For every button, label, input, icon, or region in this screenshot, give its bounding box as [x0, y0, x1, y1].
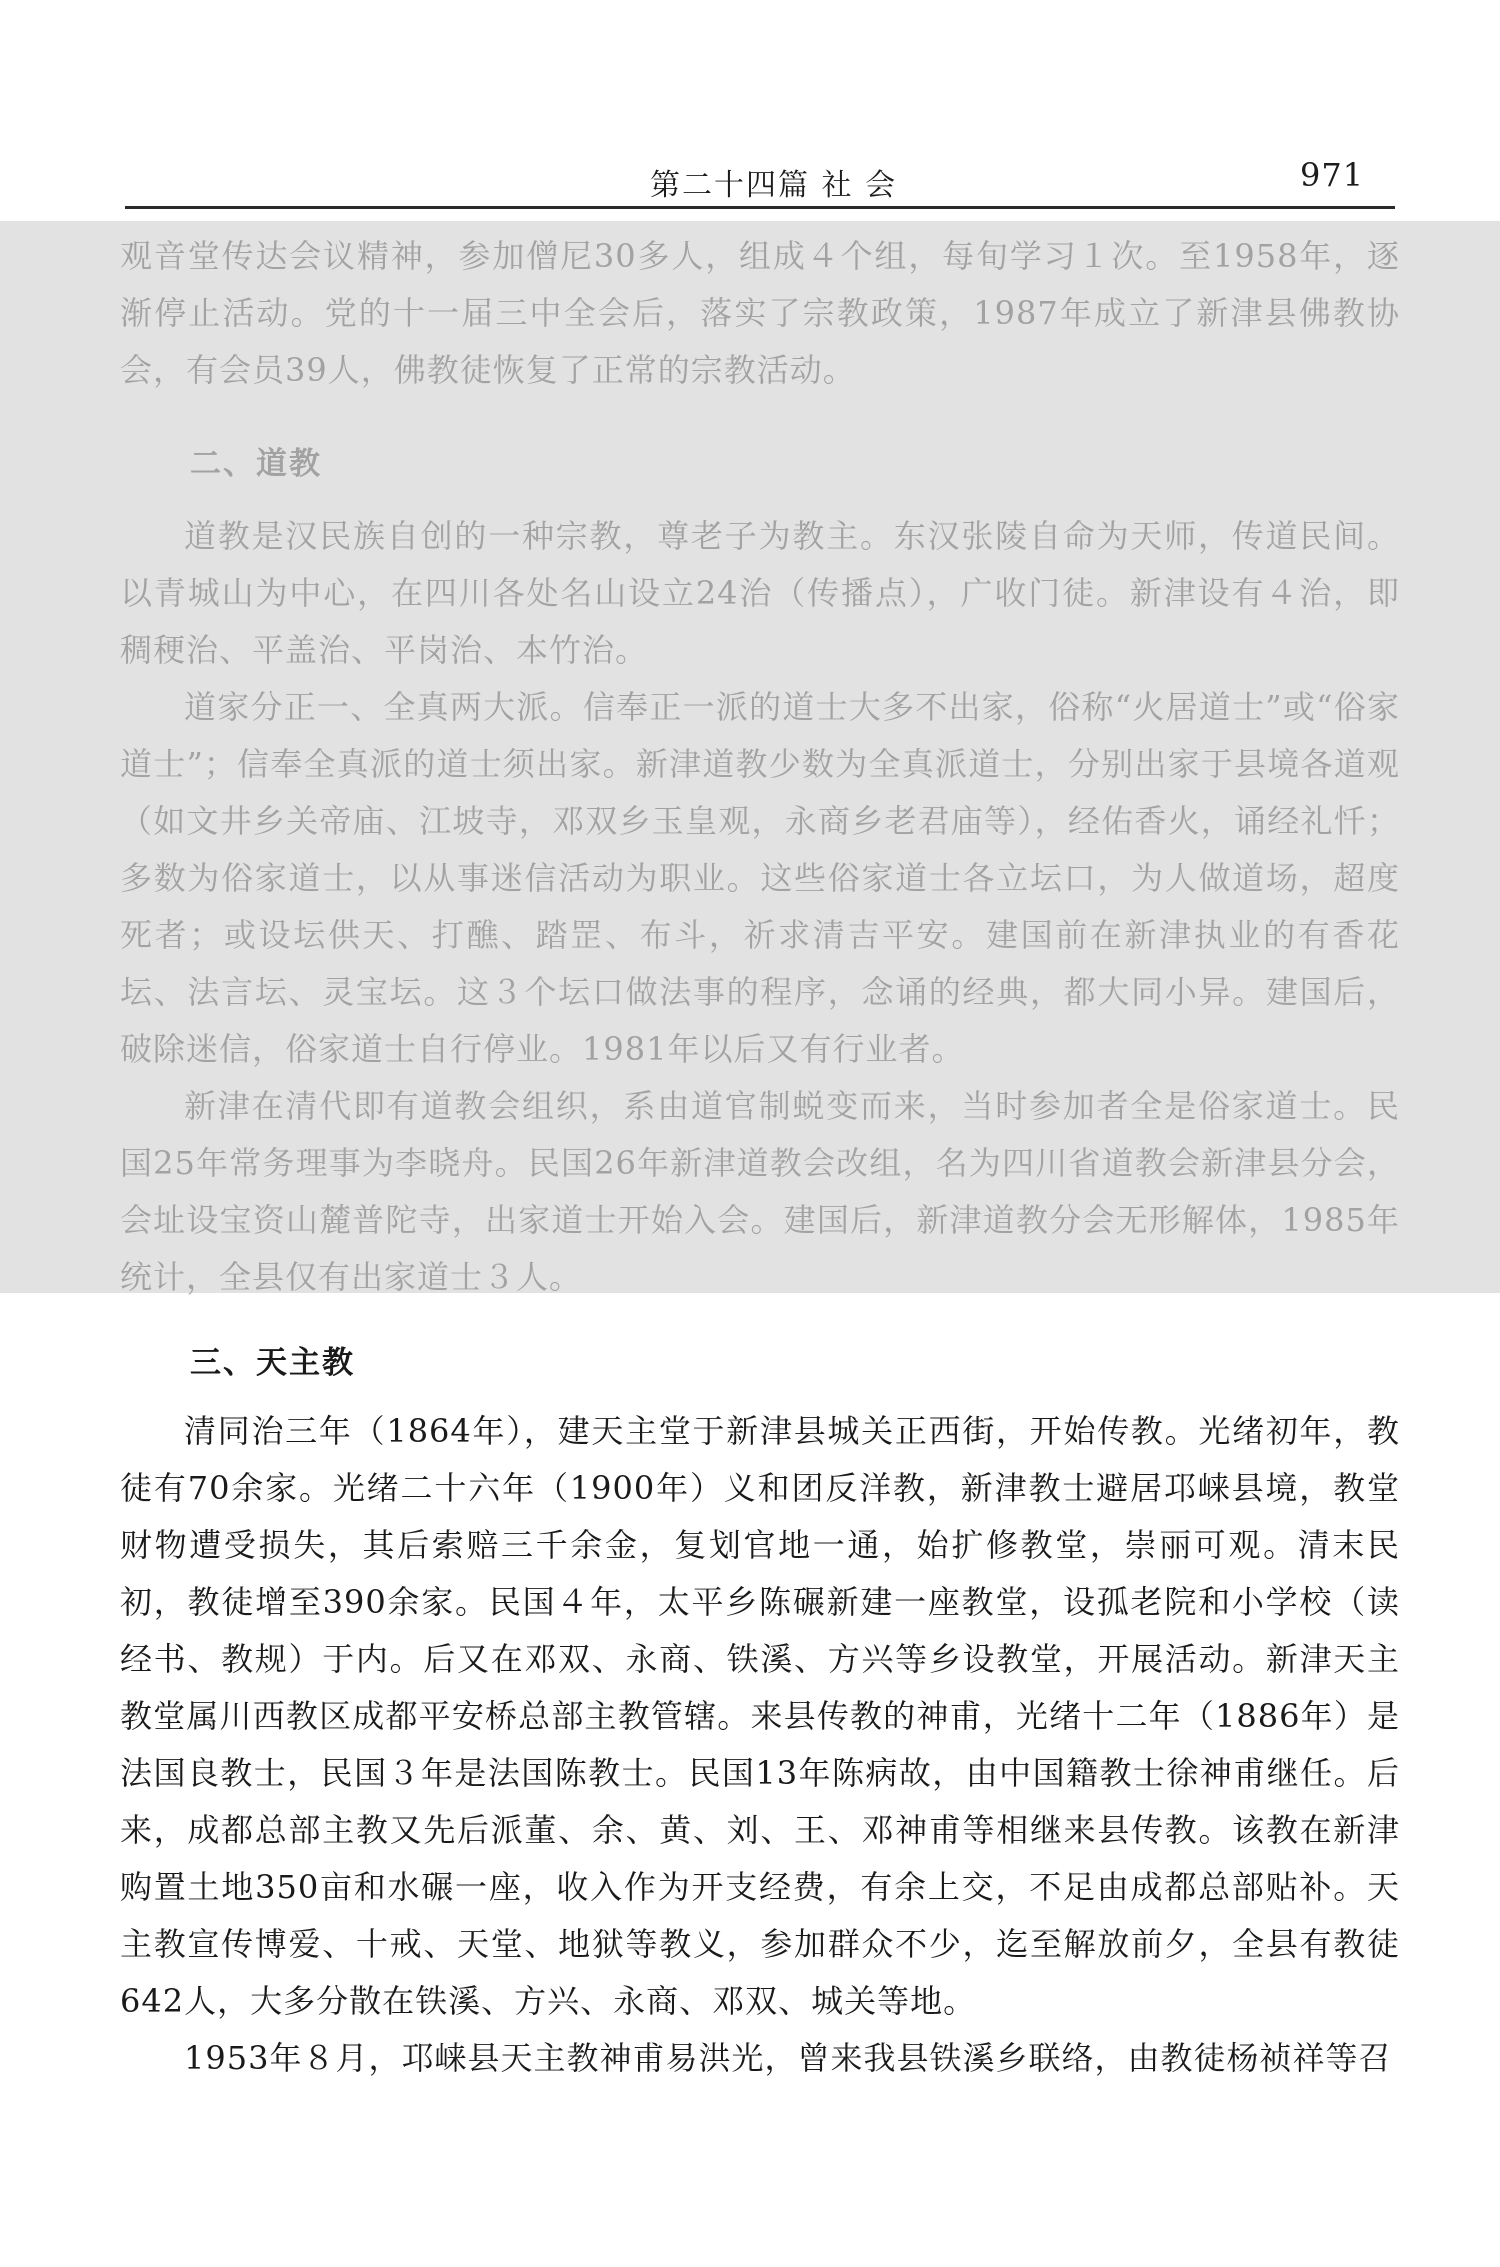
- paragraph: 观音堂传达会议精神，参加僧尼30多人，组成４个组，每旬学习１次。至1958年，逐渐停止活动。党的十一届三中全会后，落实了宗教政策，1987年成立了新津县佛教协会，有会员39人，佛教徒恢复了正常的宗教活动。: [120, 237, 1400, 389]
- paragraph: 清同治三年（1864年），建天主堂于新津县城关正西街，开始传教。光绪初年，教徒有70余家。光绪二十六年（1900年）义和团反洋教，新津教士避居邛崃县境，教堂财物遭受损失，其后索赔三千余金，复划官地一通，始扩修教堂，崇丽可观。清末民初，教徒增至390余家。民国４年，太平乡陈碾新建一座教堂，设孤老院和小学校（读经书、教规）于内。后又在邓双、永商、铁溪、方兴等乡设教堂，开展活动。新津天主教堂属川西教区成都平安桥总部主教管辖。来县传教的神甫，光绪十二年（1886年）是法国良教士，民国３年是法国陈教士。民国13年陈病故，由中国籍教士徐神甫继任。后来，成都总部主教又先后派董、余、黄、刘、王、邓神甫等相继来县传教。该教在新津购置土地350亩和水碾一座，收入作为开支经费，有余上交，不足由成都总部贴补。天主教宣传博爱、十戒、天堂、地狱等教义，参加群众不少，迄至解放前夕，全县有教徒642人，大多分散在铁溪、方兴、永商、邓双、城关等地。: [120, 1412, 1400, 2020]
- running-header-title: 第二十四篇 社 会: [650, 168, 898, 203]
- section-heading-catholicism: 三、天主教: [190, 1345, 355, 1381]
- page-header: [0, 0, 1500, 220]
- page-number: 971: [1300, 156, 1365, 194]
- paragraph: 道家分正一、全真两大派。信奉正一派的道士大多不出家，俗称“火居道士”或“俗家道士”；信奉全真派的道士须出家。新津道教少数为全真派道士，分别出家于县境各道观（如文井乡关帝庙、江坡寺，邓双乡玉皇观，永商乡老君庙等），经佑香火，诵经礼忏；多数为俗家道士，以从事迷信活动为职业。这些俗家道士各立坛口，为人做道场，超度死者；或设坛供天、打醮、踏罡、布斗，祈求清吉平安。建国前在新津执业的有香花坛、法言坛、灵宝坛。这３个坛口做法事的程序，念诵的经典，都大同小异。建国后，破除迷信，俗家道士自行停业。1981年以后又有行业者。: [120, 688, 1400, 1068]
- daoism-body: [120, 508, 1400, 1306]
- buddhism-continuation: [120, 228, 1400, 399]
- paragraph: 新津在清代即有道教会组织，系由道官制蜕变而来，当时参加者全是俗家道士。民国25年常务理事为李晓舟。民国26年新津道教会改组，名为四川省道教会新津县分会，会址设宝资山麓普陀寺，出家道士开始入会。建国后，新津道教分会无形解体，1985年统计，全县仅有出家道士３人。: [120, 1087, 1400, 1296]
- paragraph: 1953年８月，邛崃县天主教神甫易洪光，曾来我县铁溪乡联络，由教徒杨祯祥等召: [184, 2039, 1392, 2077]
- section-heading-daoism: 二、道教: [190, 446, 322, 482]
- catholicism-body: [120, 1403, 1400, 2087]
- paragraph: 道教是汉民族自创的一种宗教，尊老子为教主。东汉张陵自命为天师，传道民间。以青城山为中心，在四川各处名山设立24治（传播点），广收门徒。新津设有４治，即稠稉治、平盖治、平岗治、本竹治。: [120, 517, 1400, 669]
- header-rule: [125, 206, 1395, 209]
